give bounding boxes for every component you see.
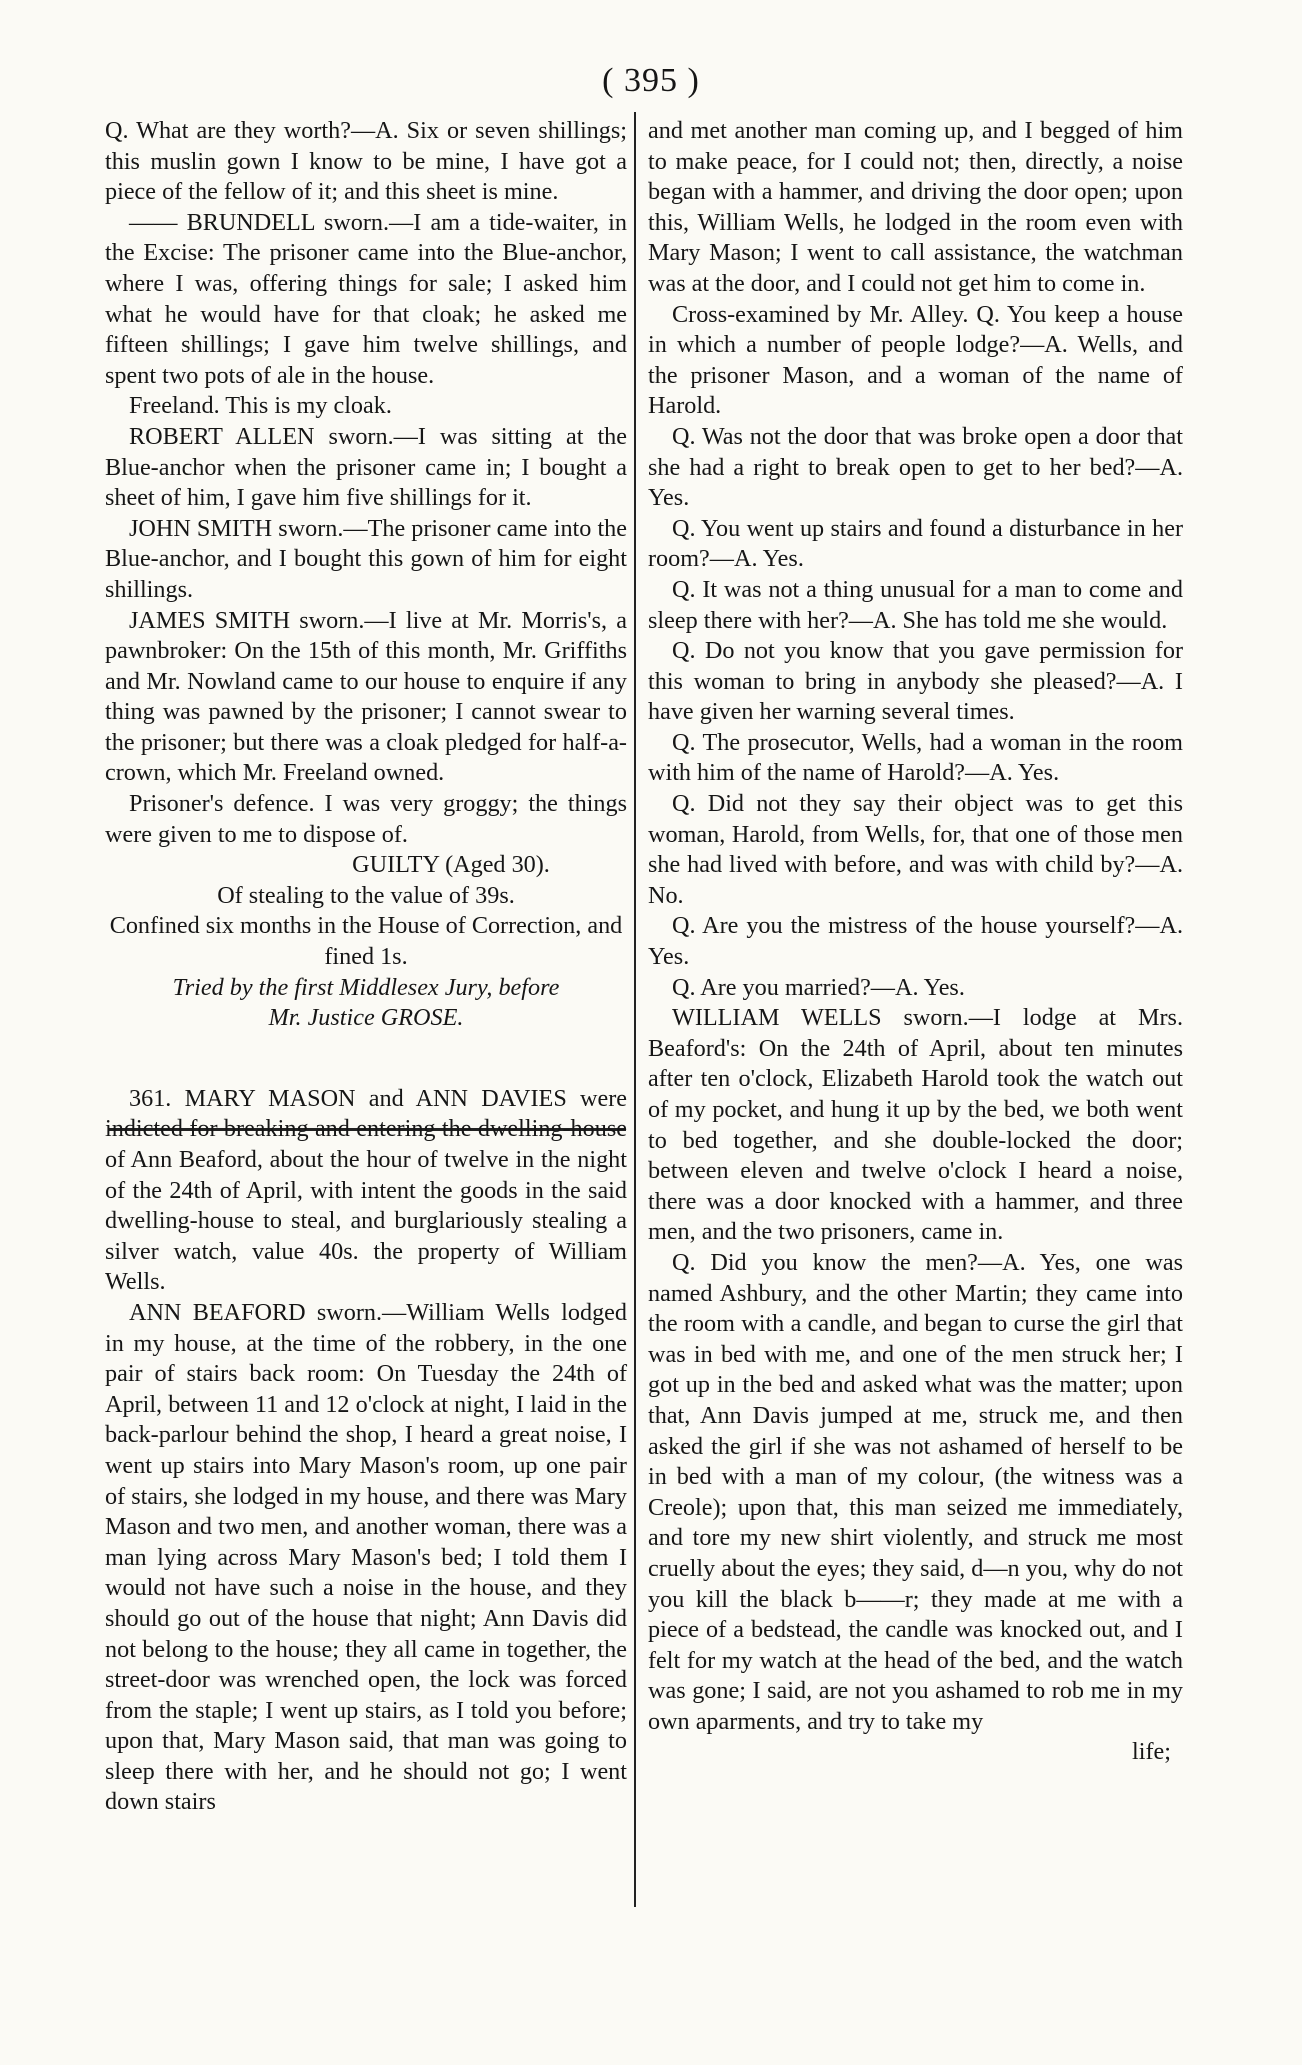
sentence-line: Confined six months in the House of Correction, and fined 1s. xyxy=(109,912,623,971)
sentence-line: Of stealing to the value of 39s. xyxy=(217,881,515,909)
paragraph: ROBERT ALLEN sworn.—I was sitting at the Blue-anchor when the prisoner came in; I bought a sheet of him, I gave him five shillings for it. xyxy=(105,422,627,512)
paragraph: WILLIAM WELLS sworn.—I lodge at Mrs. Beaford's: On the 24th of April, about ten minutes after ten o'clock, Elizabeth Harold took the watch out of my pocket, and hung it up by the bed, we both went to bed together, and she double-locked the door; between eleven and twelve o'clock I heard a noise, there was a door knocked with a hammer, and three men, and the two prisoners, came in. xyxy=(648,1004,1183,1246)
paragraph: Q. Are you the mistress of the house yourself?—A. Yes. xyxy=(648,912,1183,971)
verdict: GUILTY (Aged 30). xyxy=(352,851,550,879)
spacer xyxy=(105,1034,627,1084)
paragraph: Q. Are you married?—A. Yes. xyxy=(672,973,965,1001)
paragraph: Freeland. This is my cloak. xyxy=(129,392,392,420)
catchword: life; xyxy=(1132,1738,1171,1766)
page-number: ( 395 ) xyxy=(602,62,700,99)
paragraph: Q. The prosecutor, Wells, had a woman in the room with him of the name of Harold?—A. Yes. xyxy=(648,728,1183,787)
right-column xyxy=(648,116,1183,1768)
paragraph: Q. It was not a thing unusual for a man to come and sleep there with her?—A. She has told me she would. xyxy=(648,575,1183,634)
paragraph: JAMES SMITH sworn.—I live at Mr. Morris's, a pawnbroker: On the 15th of this month, Mr. Griffiths and Mr. Nowland came to our house to enquire if any thing was pawned by the prisoner; I cannot swear to the prisoner; but there was a cloak pledged for half-a-crown, which Mr. Freeland owned. xyxy=(105,606,627,787)
paragraph: Cross-examined by Mr. Alley. Q. You keep a house in which a number of people lodge?—A. Wells, and the prisoner Mason, and a woman of the name of Harold. xyxy=(648,300,1183,420)
column-divider xyxy=(634,112,636,1907)
left-column xyxy=(105,116,627,1818)
paragraph: and met another man coming up, and I begged of him to make peace, for I could not; then, directly, a noise began with a hammer, and driving the door open; upon this, William Wells, he lodged in the room even with Mary Mason; I went to call assistance, the watchman was at the door, and I could not get him to come in. xyxy=(648,117,1183,297)
paragraph: Prisoner's defence. I was very groggy; the things were given to me to dispose of. xyxy=(105,790,627,848)
paragraph: Q. You went up stairs and found a disturbance in her room?—A. Yes. xyxy=(648,514,1183,573)
trial-note: Tried by the first Middlesex Jury, before xyxy=(172,973,560,1001)
paragraph: ANN BEAFORD sworn.—William Wells lodged in my house, at the time of the robbery, in the one pair of stairs back room: On Tuesday the 24th of April, between 11 and 12 o'clock at night, I laid in the back-parlour behind the shop, I heard a great noise, I went up stairs into Mary Mason's room, up one pair of stairs, she lodged in my house, and there was Mary Mason and two men, and another woman, there was a man lying across Mary Mason's bed; I told them I would not have such a noise in the house, and they should go out of the house that night; Ann Davis did not belong to the house; they all came in together, the street-door was wrenched open, the lock was forced from the staple; I went up stairs, as I told you before; upon that, Mary Mason said, that man was going to sleep there with her, and he should not go; I went down stairs xyxy=(105,1298,627,1816)
paragraph: Q. Did not they say their object was to get this woman, Harold, from Wells, for, that one of those men she had lived with before, and was with child by?—A. No. xyxy=(648,790,1183,909)
paragraph: —— BRUNDELL sworn.—I am a tide-waiter, in the Excise: The prisoner came into the Blue-anchor, where I was, offering things for sale; I asked him what he would have for that cloak; he asked me fifteen shillings; I gave him twelve shillings, and spent two pots of ale in the house. xyxy=(105,208,627,389)
paragraph: Q. What are they worth?—A. Six or seven shillings; this muslin gown I know to be mine, I have got a piece of the fellow of it; and this sheet is mine. xyxy=(105,117,627,206)
paragraph: JOHN SMITH sworn.—The prisoner came into the Blue-anchor, and I bought this gown of him for eight shillings. xyxy=(105,514,627,603)
case-heading: 361. MARY MASON and ANN DAVIES were indicted for breaking and entering the dwelling-house of Ann Beaford, about the hour of twelve in the night of the 24th of April, with intent the goods in the said dwelling-house to steal, and burglariously stealing a silver watch, value 40s. the property of William Wells. xyxy=(105,1084,627,1296)
paragraph: Q. Did you know the men?—A. Yes, one was named Ashbury, and the other Martin; they came into the room with a candle, and began to curse the girl that was in bed with me, and one of the men struck her; I got up in the bed and asked what was the matter; upon that, Ann Davis jumped at me, struck me, and then asked the girl if she was not ashamed of herself to be in bed with a man of my colour, (the witness was a Creole); upon that, this man seized me immediately, and tore my new shirt violently, and struck me most cruelly about the eyes; they said, d—n you, why do not you kill the black b——r; they made at me with a piece of a bedstead, the candle was knocked out, and I felt for my watch at the head of the bed, and the watch was gone; I said, are not you ashamed to rob me in my own aparments, and try to take my xyxy=(648,1248,1183,1735)
paragraph: Q. Do not you know that you gave permission for this woman to bring in anybody she pleased?—A. I have given her warning several times. xyxy=(648,637,1183,726)
trial-note: Mr. Justice GROSE. xyxy=(268,1004,464,1032)
paragraph: Q. Was not the door that was broke open a door that she had a right to break open to get to her bed?—A. Yes. xyxy=(648,422,1183,512)
